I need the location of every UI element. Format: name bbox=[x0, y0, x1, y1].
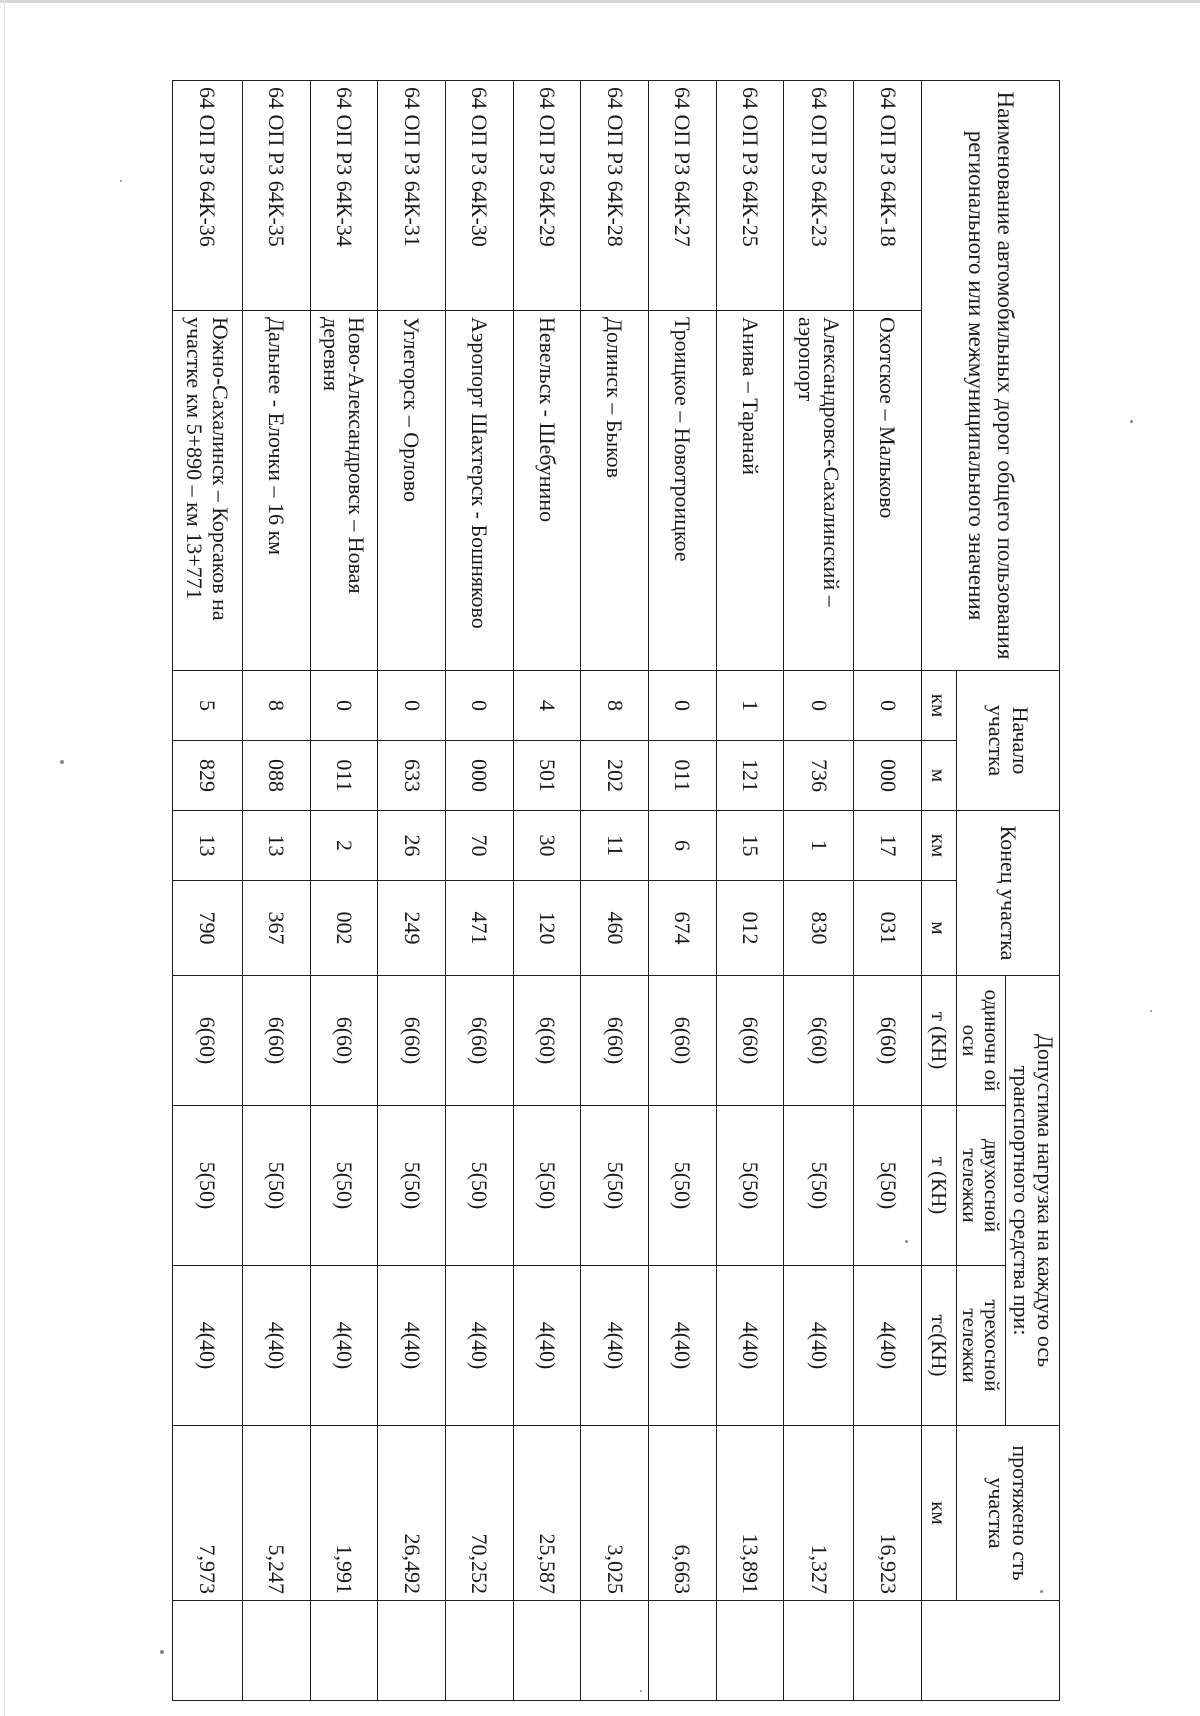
row-empty-cell bbox=[854, 1601, 922, 1701]
road-code-cell: 64 ОП РЗ 64К-25 bbox=[716, 81, 784, 311]
end-km-cell: 70 bbox=[445, 811, 513, 881]
load-single-cell: 6(60) bbox=[378, 976, 446, 1106]
scan-speck bbox=[640, 1690, 642, 1692]
load-triple-cell: 4(40) bbox=[649, 1266, 717, 1426]
load-double-cell: 5(50) bbox=[716, 1106, 784, 1266]
row-empty-cell bbox=[513, 1601, 581, 1701]
load-double-cell: 5(50) bbox=[378, 1106, 446, 1266]
end-km-cell: 6 bbox=[649, 811, 717, 881]
table-row bbox=[242, 81, 310, 1701]
end-m-cell: 367 bbox=[242, 881, 310, 976]
end-m-cell: 249 bbox=[378, 881, 446, 976]
row-empty-cell bbox=[784, 1601, 854, 1701]
header-load: Допустима нагрузка на каждую ось транспортного средства при: bbox=[1006, 976, 1060, 1426]
length-cell: 1,991 bbox=[310, 1426, 378, 1601]
length-cell: 5,247 bbox=[242, 1426, 310, 1601]
road-name-cell: Невельск - Шебунино bbox=[513, 311, 581, 671]
row-empty-cell bbox=[378, 1601, 446, 1701]
start-m-cell: 829 bbox=[173, 741, 243, 811]
end-m-cell: 460 bbox=[581, 881, 649, 976]
table-row bbox=[310, 81, 378, 1701]
start-km-cell: 0 bbox=[854, 671, 922, 741]
load-double-cell: 5(50) bbox=[649, 1106, 717, 1266]
load-single-cell: 6(60) bbox=[445, 976, 513, 1106]
load-double-cell: 5(50) bbox=[854, 1106, 922, 1266]
road-name-cell: Троицкое – Новотроицкое bbox=[649, 311, 717, 671]
start-m-cell: 121 bbox=[716, 741, 784, 811]
start-km-cell: 0 bbox=[378, 671, 446, 741]
header-unit-single: т (КН) bbox=[921, 976, 956, 1106]
row-empty-cell bbox=[445, 1601, 513, 1701]
header-start-m: м bbox=[921, 741, 956, 811]
end-km-cell: 17 bbox=[854, 811, 922, 881]
road-name-cell: Долинск – Быков bbox=[581, 311, 649, 671]
start-km-cell: 5 bbox=[173, 671, 243, 741]
start-m-cell: 736 bbox=[784, 741, 854, 811]
end-km-cell: 30 bbox=[513, 811, 581, 881]
load-double-cell: 5(50) bbox=[784, 1106, 854, 1266]
header-unit-length: км bbox=[921, 1426, 956, 1601]
start-m-cell: 088 bbox=[242, 741, 310, 811]
end-m-cell: 471 bbox=[445, 881, 513, 976]
load-single-cell: 6(60) bbox=[581, 976, 649, 1106]
load-triple-cell: 4(40) bbox=[378, 1266, 446, 1426]
start-m-cell: 202 bbox=[581, 741, 649, 811]
scan-speck bbox=[1040, 1590, 1043, 1593]
table-row bbox=[445, 81, 513, 1701]
road-code-cell: 64 ОП РЗ 64К-18 bbox=[854, 81, 922, 311]
scan-speck bbox=[1150, 1010, 1152, 1012]
load-double-cell: 5(50) bbox=[513, 1106, 581, 1266]
load-single-cell: 6(60) bbox=[854, 976, 922, 1106]
load-single-cell: 6(60) bbox=[242, 976, 310, 1106]
load-single-cell: 6(60) bbox=[513, 976, 581, 1106]
length-cell: 13,891 bbox=[716, 1426, 784, 1601]
row-empty-cell bbox=[173, 1601, 243, 1701]
scan-top-edge bbox=[0, 0, 1200, 3]
start-km-cell: 4 bbox=[513, 671, 581, 741]
load-single-cell: 6(60) bbox=[716, 976, 784, 1106]
load-double-cell: 5(50) bbox=[242, 1106, 310, 1266]
length-cell: 25,587 bbox=[513, 1426, 581, 1601]
start-km-cell: 0 bbox=[445, 671, 513, 741]
load-triple-cell: 4(40) bbox=[173, 1266, 243, 1426]
header-unit-double: т (КН) bbox=[921, 1106, 956, 1266]
header-load-double: двухосной тележки bbox=[956, 1106, 1005, 1266]
scan-speck bbox=[905, 1240, 908, 1243]
road-code-cell: 64 ОП РЗ 64К-34 bbox=[310, 81, 378, 311]
header-load-triple: трехосной тележки bbox=[956, 1266, 1005, 1426]
header-end-m: м bbox=[921, 881, 956, 976]
start-km-cell: 0 bbox=[649, 671, 717, 741]
road-name-cell: Южно-Сахалинск – Корсаков на участке км 5+890 – км 13+771 bbox=[173, 311, 243, 671]
road-code-cell: 64 ОП РЗ 64К-27 bbox=[649, 81, 717, 311]
road-code-cell: 64 ОП РЗ 64К-30 bbox=[445, 81, 513, 311]
length-cell: 70,252 bbox=[445, 1426, 513, 1601]
end-m-cell: 830 bbox=[784, 881, 854, 976]
start-km-cell: 8 bbox=[581, 671, 649, 741]
end-m-cell: 120 bbox=[513, 881, 581, 976]
road-code-cell: 64 ОП РЗ 64К-28 bbox=[581, 81, 649, 311]
load-double-cell: 5(50) bbox=[173, 1106, 243, 1266]
end-km-cell: 15 bbox=[716, 811, 784, 881]
end-m-cell: 790 bbox=[173, 881, 243, 976]
road-name-cell: Дальнее - Елочки – 16 км bbox=[242, 311, 310, 671]
road-code-cell: 64 ОП РЗ 64К-29 bbox=[513, 81, 581, 311]
load-triple-cell: 4(40) bbox=[716, 1266, 784, 1426]
load-single-cell: 6(60) bbox=[649, 976, 717, 1106]
length-cell: 7,973 bbox=[173, 1426, 243, 1601]
road-name-cell: Александровск-Сахалинский – аэропорт bbox=[784, 311, 854, 671]
end-km-cell: 1 bbox=[784, 811, 854, 881]
rotated-table-container bbox=[172, 80, 1060, 1700]
start-km-cell: 1 bbox=[716, 671, 784, 741]
length-cell: 26,492 bbox=[378, 1426, 446, 1601]
table-row bbox=[649, 81, 717, 1701]
start-m-cell: 011 bbox=[310, 741, 378, 811]
table-row bbox=[716, 81, 784, 1701]
road-name-cell: Анива – Таранай bbox=[716, 311, 784, 671]
table-row bbox=[173, 81, 243, 1701]
road-name-cell: Аэропорт Шахтерск - Бошняково bbox=[445, 311, 513, 671]
end-km-cell: 2 bbox=[310, 811, 378, 881]
length-cell: 6,663 bbox=[649, 1426, 717, 1601]
header-unit-triple: тс(КН) bbox=[921, 1266, 956, 1426]
end-km-cell: 13 bbox=[173, 811, 243, 881]
start-m-cell: 633 bbox=[378, 741, 446, 811]
header-row-1 bbox=[1006, 81, 1060, 1701]
load-double-cell: 5(50) bbox=[581, 1106, 649, 1266]
load-double-cell: 5(50) bbox=[310, 1106, 378, 1266]
header-load-single: одиночн ой оси bbox=[956, 976, 1005, 1106]
length-cell: 3,025 bbox=[581, 1426, 649, 1601]
load-triple-cell: 4(40) bbox=[581, 1266, 649, 1426]
table-row bbox=[378, 81, 446, 1701]
length-cell: 16,923 bbox=[854, 1426, 922, 1601]
header-start: Начало участка bbox=[956, 671, 1059, 811]
scan-speck bbox=[1130, 420, 1133, 423]
end-m-cell: 674 bbox=[649, 881, 717, 976]
table-row bbox=[513, 81, 581, 1701]
row-empty-cell bbox=[242, 1601, 310, 1701]
start-km-cell: 0 bbox=[784, 671, 854, 741]
start-m-cell: 011 bbox=[649, 741, 717, 811]
header-end-km: км bbox=[921, 811, 956, 881]
start-m-cell: 000 bbox=[445, 741, 513, 811]
scan-speck bbox=[60, 760, 64, 764]
table-row bbox=[854, 81, 922, 1701]
end-km-cell: 11 bbox=[581, 811, 649, 881]
road-code-cell: 64 ОП РЗ 64К-23 bbox=[784, 81, 854, 311]
header-start-km: км bbox=[921, 671, 956, 741]
load-single-cell: 6(60) bbox=[784, 976, 854, 1106]
road-name-cell: Охотское – Мальково bbox=[854, 311, 922, 671]
load-triple-cell: 4(40) bbox=[854, 1266, 922, 1426]
header-end: Конец участка bbox=[956, 811, 1059, 976]
row-empty-cell bbox=[581, 1601, 649, 1701]
start-m-cell: 000 bbox=[854, 741, 922, 811]
road-name-cell: Ново-Александровск – Новая деревня bbox=[310, 311, 378, 671]
load-single-cell: 6(60) bbox=[310, 976, 378, 1106]
header-road-name: Наименование автомобильных дорог общего пользования регионального или межмуниципального значения bbox=[921, 81, 1059, 671]
load-triple-cell: 4(40) bbox=[513, 1266, 581, 1426]
load-triple-cell: 4(40) bbox=[310, 1266, 378, 1426]
load-triple-cell: 4(40) bbox=[445, 1266, 513, 1426]
road-code-cell: 64 ОП РЗ 64К-36 bbox=[173, 81, 243, 311]
row-empty-cell bbox=[649, 1601, 717, 1701]
length-cell: 1,327 bbox=[784, 1426, 854, 1601]
start-m-cell: 501 bbox=[513, 741, 581, 811]
row-empty-cell bbox=[310, 1601, 378, 1701]
load-triple-cell: 4(40) bbox=[242, 1266, 310, 1426]
scan-left-edge bbox=[4, 0, 5, 1716]
header-length: протяжено сть участка bbox=[956, 1426, 1059, 1601]
scan-speck bbox=[120, 180, 122, 182]
load-single-cell: 6(60) bbox=[173, 976, 243, 1106]
roads-load-table bbox=[172, 80, 1060, 1701]
road-name-cell: Углегорск – Орлово bbox=[378, 311, 446, 671]
end-km-cell: 13 bbox=[242, 811, 310, 881]
row-empty-cell bbox=[716, 1601, 784, 1701]
end-km-cell: 26 bbox=[378, 811, 446, 881]
load-triple-cell: 4(40) bbox=[784, 1266, 854, 1426]
load-double-cell: 5(50) bbox=[445, 1106, 513, 1266]
start-km-cell: 8 bbox=[242, 671, 310, 741]
scan-speck bbox=[160, 1650, 164, 1654]
table-row bbox=[784, 81, 854, 1701]
road-code-cell: 64 ОП РЗ 64К-31 bbox=[378, 81, 446, 311]
end-m-cell: 002 bbox=[310, 881, 378, 976]
table-row bbox=[581, 81, 649, 1701]
start-km-cell: 0 bbox=[310, 671, 378, 741]
header-empty-cell bbox=[921, 1601, 1059, 1701]
end-m-cell: 012 bbox=[716, 881, 784, 976]
road-code-cell: 64 ОП РЗ 64К-35 bbox=[242, 81, 310, 311]
end-m-cell: 031 bbox=[854, 881, 922, 976]
